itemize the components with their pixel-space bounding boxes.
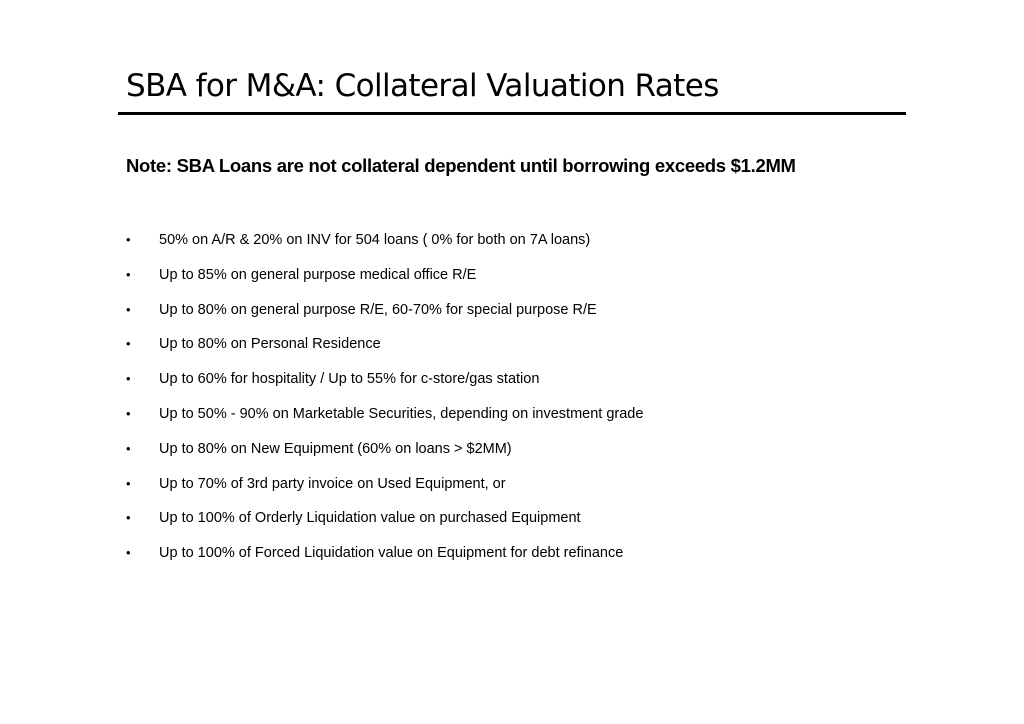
bullet-icon: •: [126, 232, 131, 247]
bullet-icon: •: [126, 475, 131, 491]
bullet-text: Up to 60% for hospitality / Up to 55% for c-store/gas station: [159, 371, 540, 388]
bullet-text: Up to 85% on general purpose medical office R/E: [159, 266, 477, 283]
bullet-text: Up to 80% on general purpose R/E, 60-70% for special purpose R/E: [159, 301, 597, 318]
bullet-text: Up to 80% on Personal Residence: [159, 336, 381, 353]
bullet-icon: •: [126, 336, 131, 352]
bullet-text: Up to 50% - 90% on Marketable Securities, depending on investment grade: [159, 405, 644, 422]
bullet-icon: •: [126, 440, 131, 456]
slide-title: SBA for M&A: Collateral Valuation Rates: [126, 68, 719, 104]
bullet-icon: •: [126, 510, 131, 526]
bullet-icon: •: [126, 371, 131, 387]
bullet-text: Up to 70% of 3rd party invoice on Used Equipment, or: [159, 475, 506, 492]
bullet-icon: •: [126, 301, 131, 317]
bullet-text: Up to 100% of Forced Liquidation value on Equipment for debt refinance: [159, 545, 624, 562]
title-divider: [118, 112, 906, 115]
bullet-icon: •: [126, 545, 131, 561]
bullet-text: Up to 80% on New Equipment (60% on loans > $2MM): [159, 440, 512, 457]
bullet-icon: •: [126, 405, 131, 421]
bullet-text: 50% on A/R & 20% on INV for 504 loans ( 0% for both on 7A loans): [159, 232, 591, 248]
note-text: Note: SBA Loans are not collateral dependent until borrowing exceeds $1.2MM: [126, 155, 796, 176]
bullet-text: Up to 100% of Orderly Liquidation value on purchased Equipment: [159, 510, 581, 527]
bullet-icon: •: [126, 266, 131, 282]
